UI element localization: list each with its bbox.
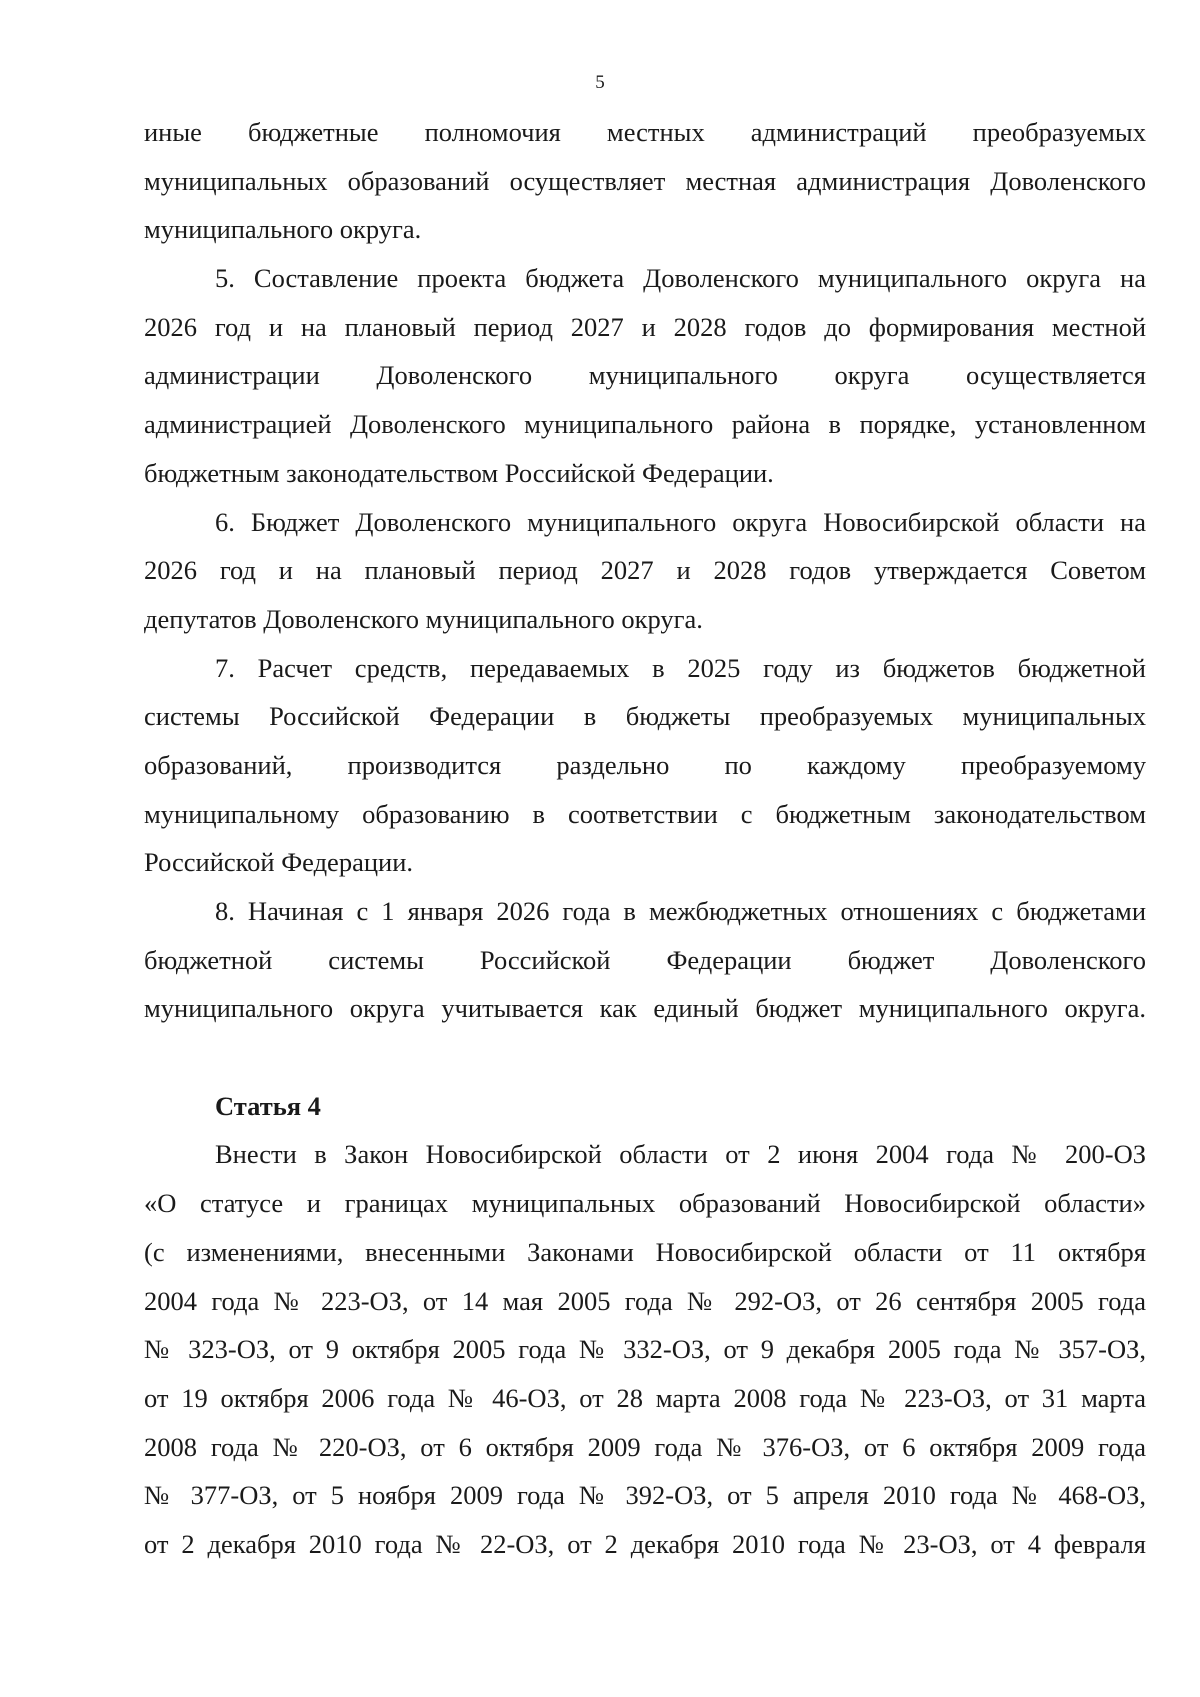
article-4-line: «О статусе и границах муниципальных образований Новосибирской области»	[144, 1188, 1146, 1219]
paragraph-6-line: 2026 год и на плановый период 2027 и 2028 годов утверждается Советом	[144, 555, 1146, 586]
article-4-line: от 19 октября 2006 года № 46-ОЗ, от 28 марта 2008 года № 223-ОЗ, от 31 марта	[144, 1382, 1146, 1413]
page-number: 5	[595, 72, 605, 93]
paragraph-7-line: системы Российской Федерации в бюджеты преобразуемых муниципальных	[144, 701, 1146, 732]
article-4-line: 2008 года № 220-ОЗ, от 6 октября 2009 года № 376-ОЗ, от 6 октября 2009 года	[144, 1431, 1146, 1462]
paragraph-line: муниципальных образований осуществляет местная администрация Доволенского	[144, 165, 1146, 196]
paragraph-5-line: 5. Составление проекта бюджета Доволенского муниципального округа на	[215, 263, 1146, 294]
paragraph-8-line: бюджетной системы Российской Федерации бюджет Доволенского	[144, 944, 1146, 975]
paragraph-6-line: депутатов Доволенского муниципального округа.	[144, 603, 703, 634]
paragraph-8-line: муниципального округа учитывается как единый бюджет муниципального округа.	[144, 993, 1146, 1024]
paragraph-line: иные бюджетные полномочия местных администраций преобразуемых	[144, 117, 1146, 147]
paragraph-7-line: муниципальному образованию в соответствии с бюджетным законодательством	[144, 798, 1146, 829]
paragraph-8-line: 8. Начиная с 1 января 2026 года в межбюджетных отношениях с бюджетами	[215, 896, 1146, 926]
paragraph-5-line: 2026 год и на плановый период 2027 и 2028 годов до формирования местной	[144, 311, 1146, 342]
paragraph-7-line: Российской Федерации.	[144, 847, 413, 878]
section-gap	[144, 1033, 1146, 1082]
paragraph-line: муниципального округа.	[144, 214, 422, 245]
paragraph-7-line: образований, производится раздельно по каждому преобразуемому	[144, 749, 1146, 780]
article-4-line: 2004 года № 223-ОЗ, от 14 мая 2005 года № 292-ОЗ, от 26 сентября 2005 года	[144, 1285, 1146, 1316]
article-4-line: (с изменениями, внесенными Законами Новосибирской области от 11 октября	[144, 1236, 1146, 1267]
article-4-line: от 2 декабря 2010 года № 22-ОЗ, от 2 декабря 2010 года № 23-ОЗ, от 4 февраля	[144, 1528, 1146, 1559]
paragraph-5-line: администрацией Доволенского муниципального района в порядке, установленном	[144, 409, 1146, 440]
paragraph-7-line: 7. Расчет средств, передаваемых в 2025 году из бюджетов бюджетной	[215, 652, 1146, 683]
paragraph-5-line: бюджетным законодательством Российской Федерации.	[144, 457, 774, 488]
article-4-heading: Статья 4	[215, 1090, 321, 1121]
article-4-line: Внести в Закон Новосибирской области от 2 июня 2004 года № 200-ОЗ	[215, 1139, 1146, 1170]
paragraph-5-line: администрации Доволенского муниципального округа осуществляется	[144, 360, 1146, 391]
document-body	[144, 108, 1146, 1569]
article-4-line: № 323-ОЗ, от 9 октября 2005 года № 332-ОЗ, от 9 декабря 2005 года № 357-ОЗ,	[144, 1334, 1146, 1365]
paragraph-6-line: 6. Бюджет Доволенского муниципального округа Новосибирской области на	[215, 506, 1146, 537]
article-4-line: № 377-ОЗ, от 5 ноября 2009 года № 392-ОЗ, от 5 апреля 2010 года № 468-ОЗ,	[144, 1480, 1146, 1511]
